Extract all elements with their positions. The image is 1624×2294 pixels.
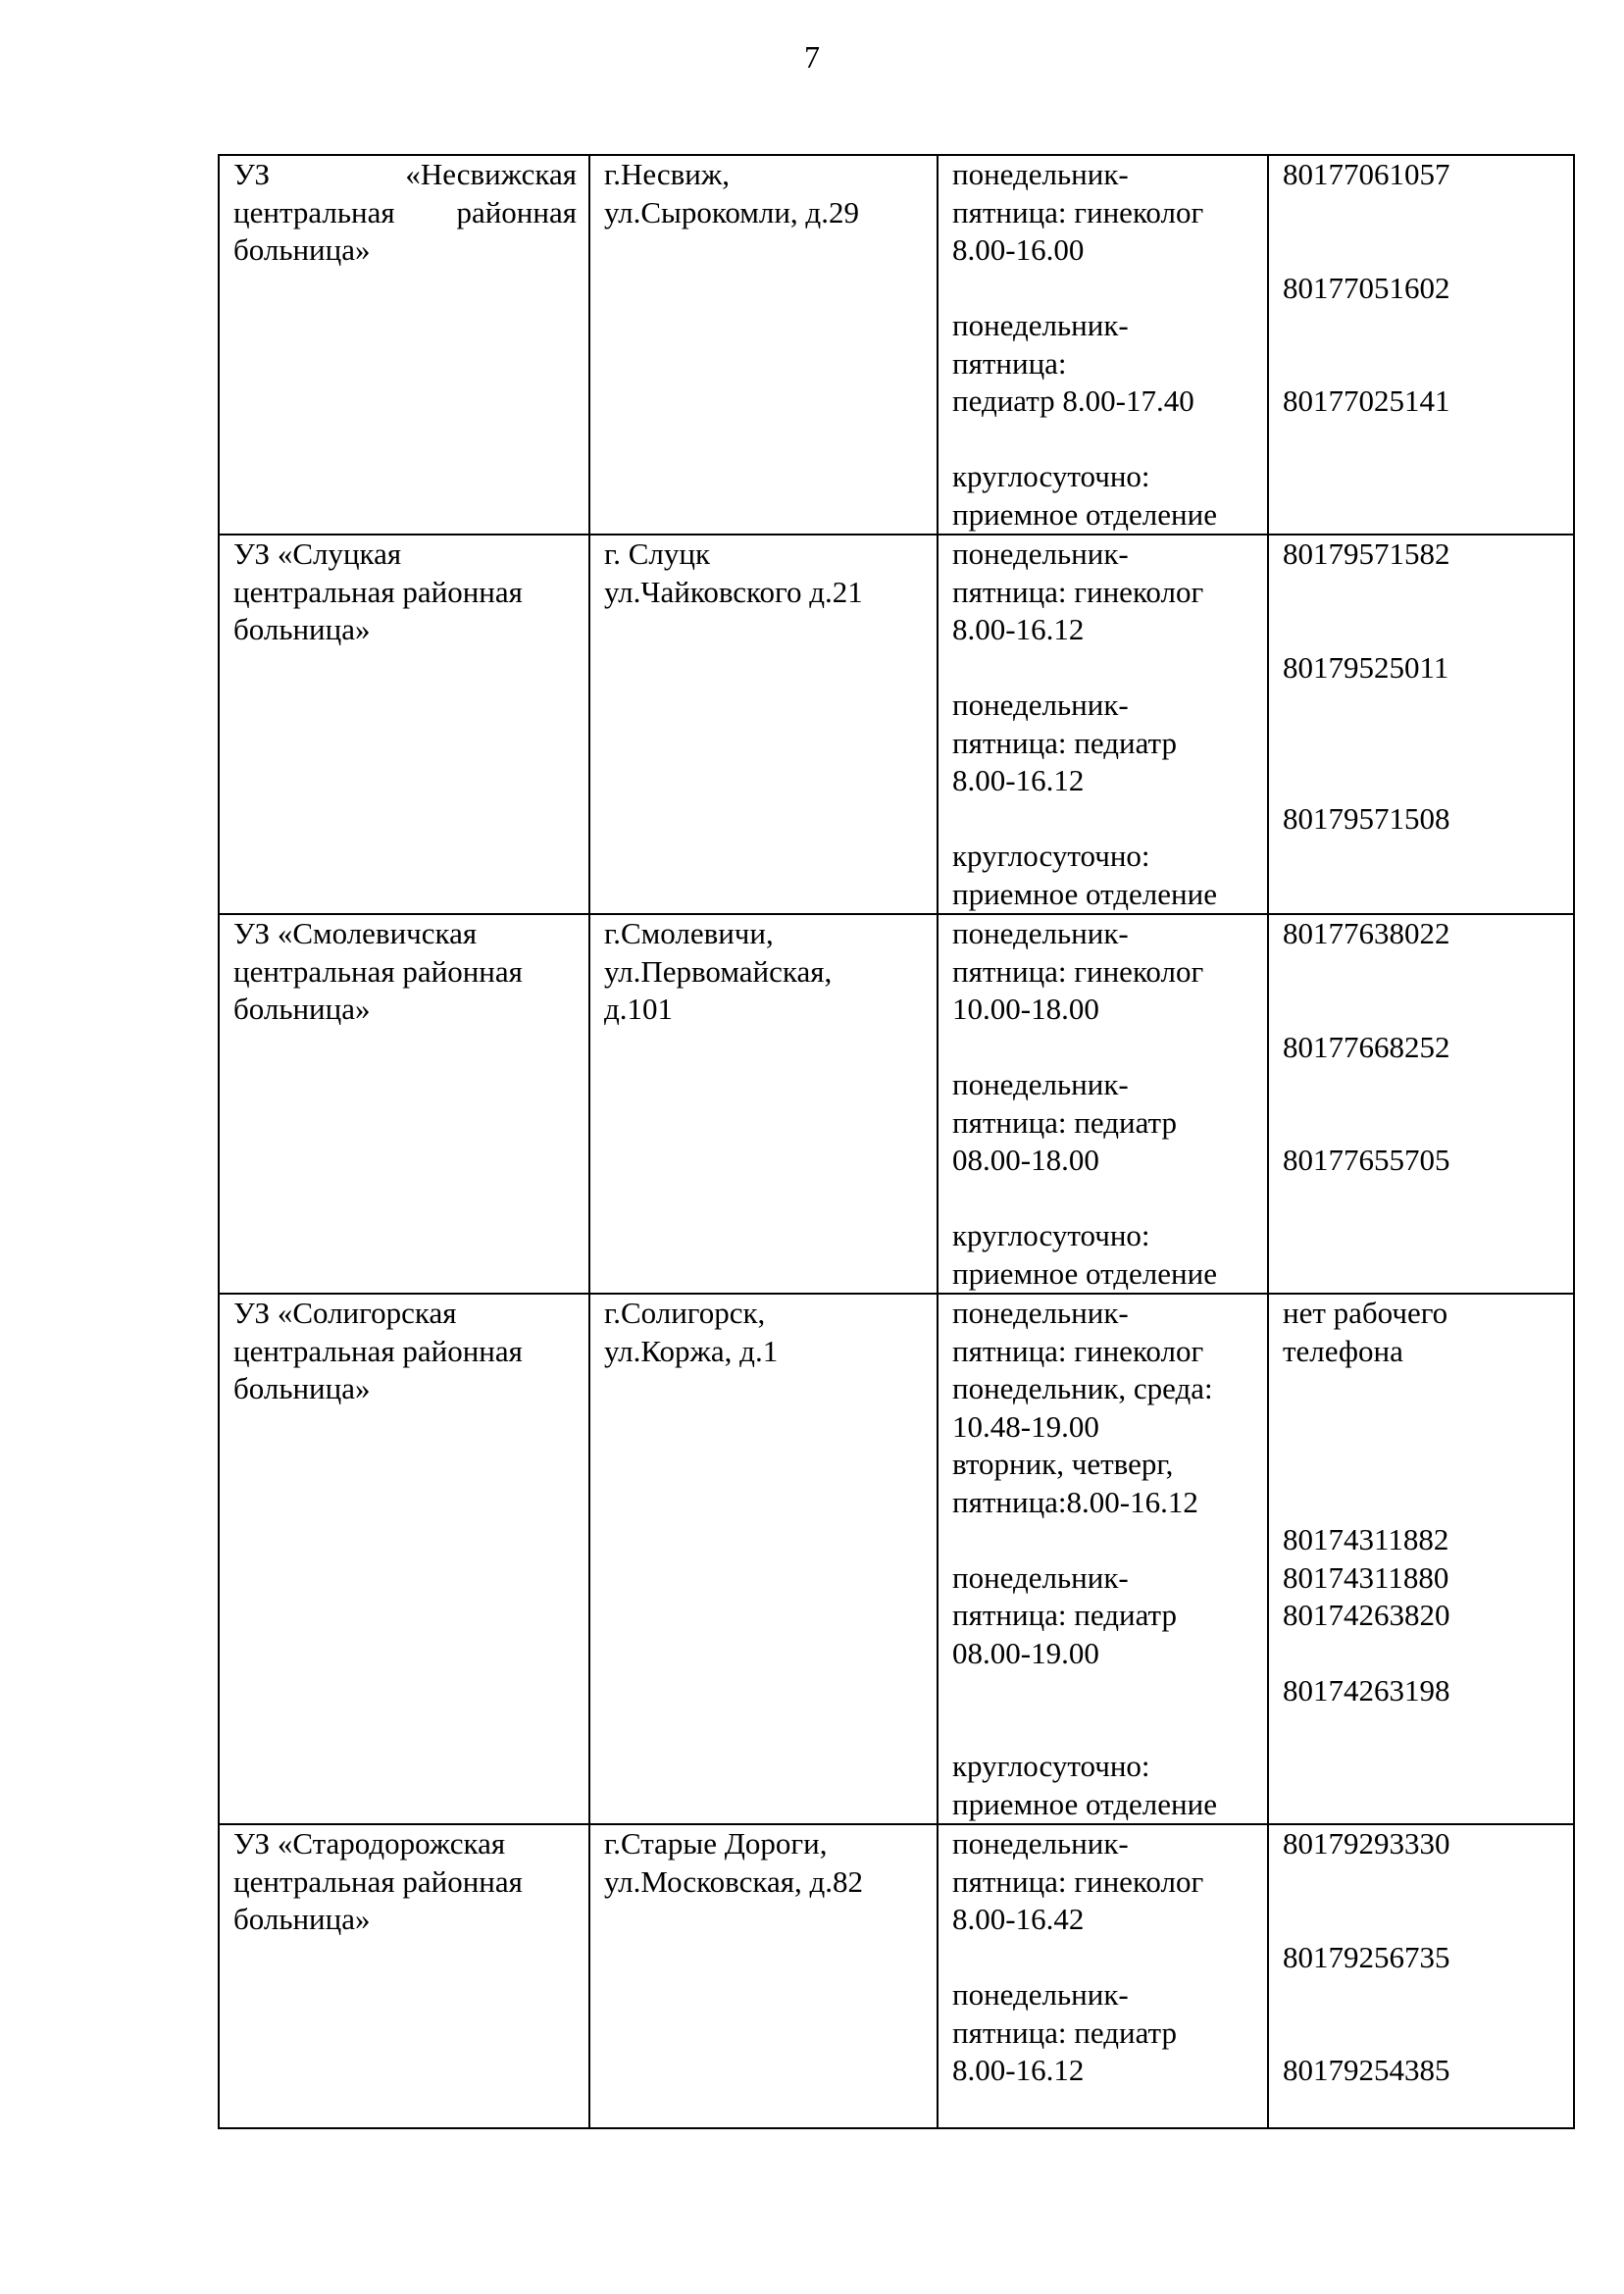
phone-line: 80177638022 [1283,916,1450,950]
schedule-line: пятница: гинеколог [952,574,1204,609]
schedule-line: понедельник- [952,688,1129,722]
address-cell [589,914,938,1294]
schedule-line: круглосуточно: [952,459,1150,493]
phone-line: 80179571508 [1283,800,1450,836]
organization-line: больница» [233,992,371,1026]
phone-line [1283,1408,1561,1447]
phone-line: 80177025141 [1283,383,1450,418]
phone-line [1283,1976,1561,2014]
organization-line: УЗ «Смолевичская [233,916,478,950]
schedule-line: 8.00-16.12 [952,2053,1085,2087]
phone-line [1283,1484,1561,1522]
schedule-line: вторник, четверг, [952,1447,1174,1481]
phone-line: 80177051602 [1283,270,1450,305]
schedule-line: 08.00-19.00 [952,1635,1099,1670]
schedule-line: понедельник- [952,916,1129,950]
address-cell [589,1294,938,1824]
organization-line: центральная районная [233,1863,523,1899]
organization-cell [219,914,589,1294]
schedule-line: пятница: педиатр [952,1598,1177,1632]
schedule-line: пятница: гинеколог [952,1333,1204,1368]
address-line: г.Солигорск, [604,1296,766,1330]
phone-line [1283,953,1561,992]
address-cell [589,535,938,914]
phone-line [1283,1863,1561,1902]
phone-line: 80177668252 [1283,1029,1450,1064]
schedule-line: приемное отделение [952,496,1217,532]
phone-cell [1268,1294,1574,1824]
organization-line: больница» [233,1371,371,1405]
schedule-line: пятница: педиатр [952,1104,1177,1140]
phone-line [1283,725,1561,763]
phone-line: 80179256735 [1283,1939,1450,1974]
phone-line: 80174263198 [1283,1673,1450,1708]
table-row [219,1294,1574,1824]
schedule-line: понедельник- [952,1977,1129,2012]
schedule-line: 08.00-18.00 [952,1143,1099,1177]
organization-line: центральная районная [233,194,577,229]
schedule-line: понедельник- [952,308,1129,342]
page-number: 7 [804,39,820,75]
schedule-line: понедельник- [952,536,1129,571]
phone-line: 80177655705 [1283,1143,1450,1177]
phone-line: телефона [1283,1333,1403,1368]
phone-line [1283,194,1561,232]
schedule-line [952,1029,1255,1067]
schedule-line [952,2090,1255,2128]
schedule-line: пятница: гинеколог [952,953,1204,989]
phone-line: 80179571582 [1283,536,1450,571]
schedule-line: пятница: педиатр [952,2014,1177,2050]
phone-line [1283,611,1561,649]
phone-cell [1268,155,1574,535]
phone-cell [1268,535,1574,914]
phone-line [1283,345,1561,383]
phone-line [1283,762,1561,800]
schedule-line [952,649,1255,688]
schedule-line: 8.00-16.42 [952,1902,1085,1936]
schedule-line: приемное отделение [952,876,1217,911]
schedule-line: понедельник, среда: [952,1371,1213,1405]
phone-line: 80174311882 [1283,1522,1449,1556]
schedule-line: приемное отделение [952,1255,1217,1291]
phone-line: 80174263820 [1283,1598,1450,1632]
schedule-line [952,1710,1255,1749]
phone-line [1283,991,1561,1029]
schedule-cell [938,1294,1268,1824]
address-line: д.101 [604,992,674,1026]
organization-line: УЗ «Слуцкая [233,536,402,571]
schedule-line [952,1672,1255,1710]
table-row [219,1824,1574,2128]
schedule-line: 8.00-16.12 [952,612,1085,646]
schedule-line: 10.48-19.00 [952,1408,1099,1444]
schedule-line: понедельник- [952,1559,1129,1595]
schedule-line [952,800,1255,839]
phone-line [1283,574,1561,612]
schedule-line: пятница: педиатр [952,725,1177,760]
address-line: г. Слуцк [604,536,711,571]
phone-line [1283,1635,1561,1673]
address-cell [589,1824,938,2128]
phone-line [1283,2014,1561,2053]
schedule-line [952,421,1255,459]
address-line: ул.Чайковского д.21 [604,574,863,609]
address-line: г.Смолевичи, [604,916,774,950]
organization-line: УЗ «Стародорожская [233,1826,506,1861]
schedule-line: понедельник- [952,1067,1129,1101]
phone-line [1283,1066,1561,1104]
schedule-line: педиатр 8.00-17.40 [952,383,1194,418]
phone-cell [1268,914,1574,1294]
schedule-line: 8.00-16.00 [952,232,1085,267]
organization-line: центральная районная [233,953,523,989]
schedule-line [952,1521,1255,1559]
table-row [219,914,1574,1294]
phone-line: 80174311880 [1283,1559,1449,1595]
schedule-line: приемное отделение [952,1786,1217,1821]
schedule-line: круглосуточно: [952,1218,1150,1252]
address-line: ул.Коржа, д.1 [604,1333,779,1368]
phone-line [1283,1104,1561,1143]
organization-line: УЗ «Солигорская [233,1296,457,1330]
schedule-line: пятница: гинеколог [952,194,1204,229]
schedule-line [952,1939,1255,1977]
address-line: ул.Первомайская, [604,953,833,989]
phone-line [1283,1370,1561,1408]
schedule-cell [938,914,1268,1294]
organization-line: больница» [233,232,371,267]
schedule-line [952,270,1255,308]
schedule-line: пятница: [952,345,1067,381]
phone-line: 80179293330 [1283,1826,1450,1861]
organization-line: больница» [233,1902,371,1936]
phone-line [1283,307,1561,345]
address-line: ул.Московская, д.82 [604,1863,864,1899]
phone-line [1283,687,1561,725]
schedule-line: понедельник- [952,157,1129,191]
schedule-cell [938,535,1268,914]
address-cell [589,155,938,535]
organization-cell [219,1824,589,2128]
schedule-line: пятница: гинеколог [952,1863,1204,1899]
organization-cell [219,1294,589,1824]
table-row [219,155,1574,535]
schedule-line: круглосуточно: [952,839,1150,873]
address-line: г.Несвиж, [604,157,731,191]
phone-line [1283,1901,1561,1939]
organization-cell [219,155,589,535]
organization-line: центральная районная [233,1333,523,1368]
organization-line: УЗ «Несвижская [233,157,577,191]
schedule-cell [938,1824,1268,2128]
schedule-cell [938,155,1268,535]
address-line: г.Старые Дороги, [604,1826,828,1861]
phone-cell [1268,1824,1574,2128]
schedule-line [952,1180,1255,1218]
phone-line: 80177061057 [1283,157,1450,191]
schedule-line: 10.00-18.00 [952,992,1099,1026]
phone-line: нет рабочего [1283,1296,1448,1330]
address-line: ул.Сырокомли, д.29 [604,194,859,229]
schedule-line: пятница:8.00-16.12 [952,1484,1198,1519]
table-row [219,535,1574,914]
phone-line: 80179254385 [1283,2053,1450,2087]
phone-line [1283,1446,1561,1484]
hospitals-table [218,154,1575,2129]
schedule-line: круглосуточно: [952,1749,1150,1783]
schedule-line: понедельник- [952,1296,1129,1330]
organization-line: центральная районная [233,574,523,609]
organization-line: больница» [233,612,371,646]
schedule-line: понедельник- [952,1826,1129,1861]
organization-cell [219,535,589,914]
phone-line: 80179525011 [1283,649,1449,685]
schedule-line: 8.00-16.12 [952,763,1085,797]
phone-line [1283,231,1561,270]
